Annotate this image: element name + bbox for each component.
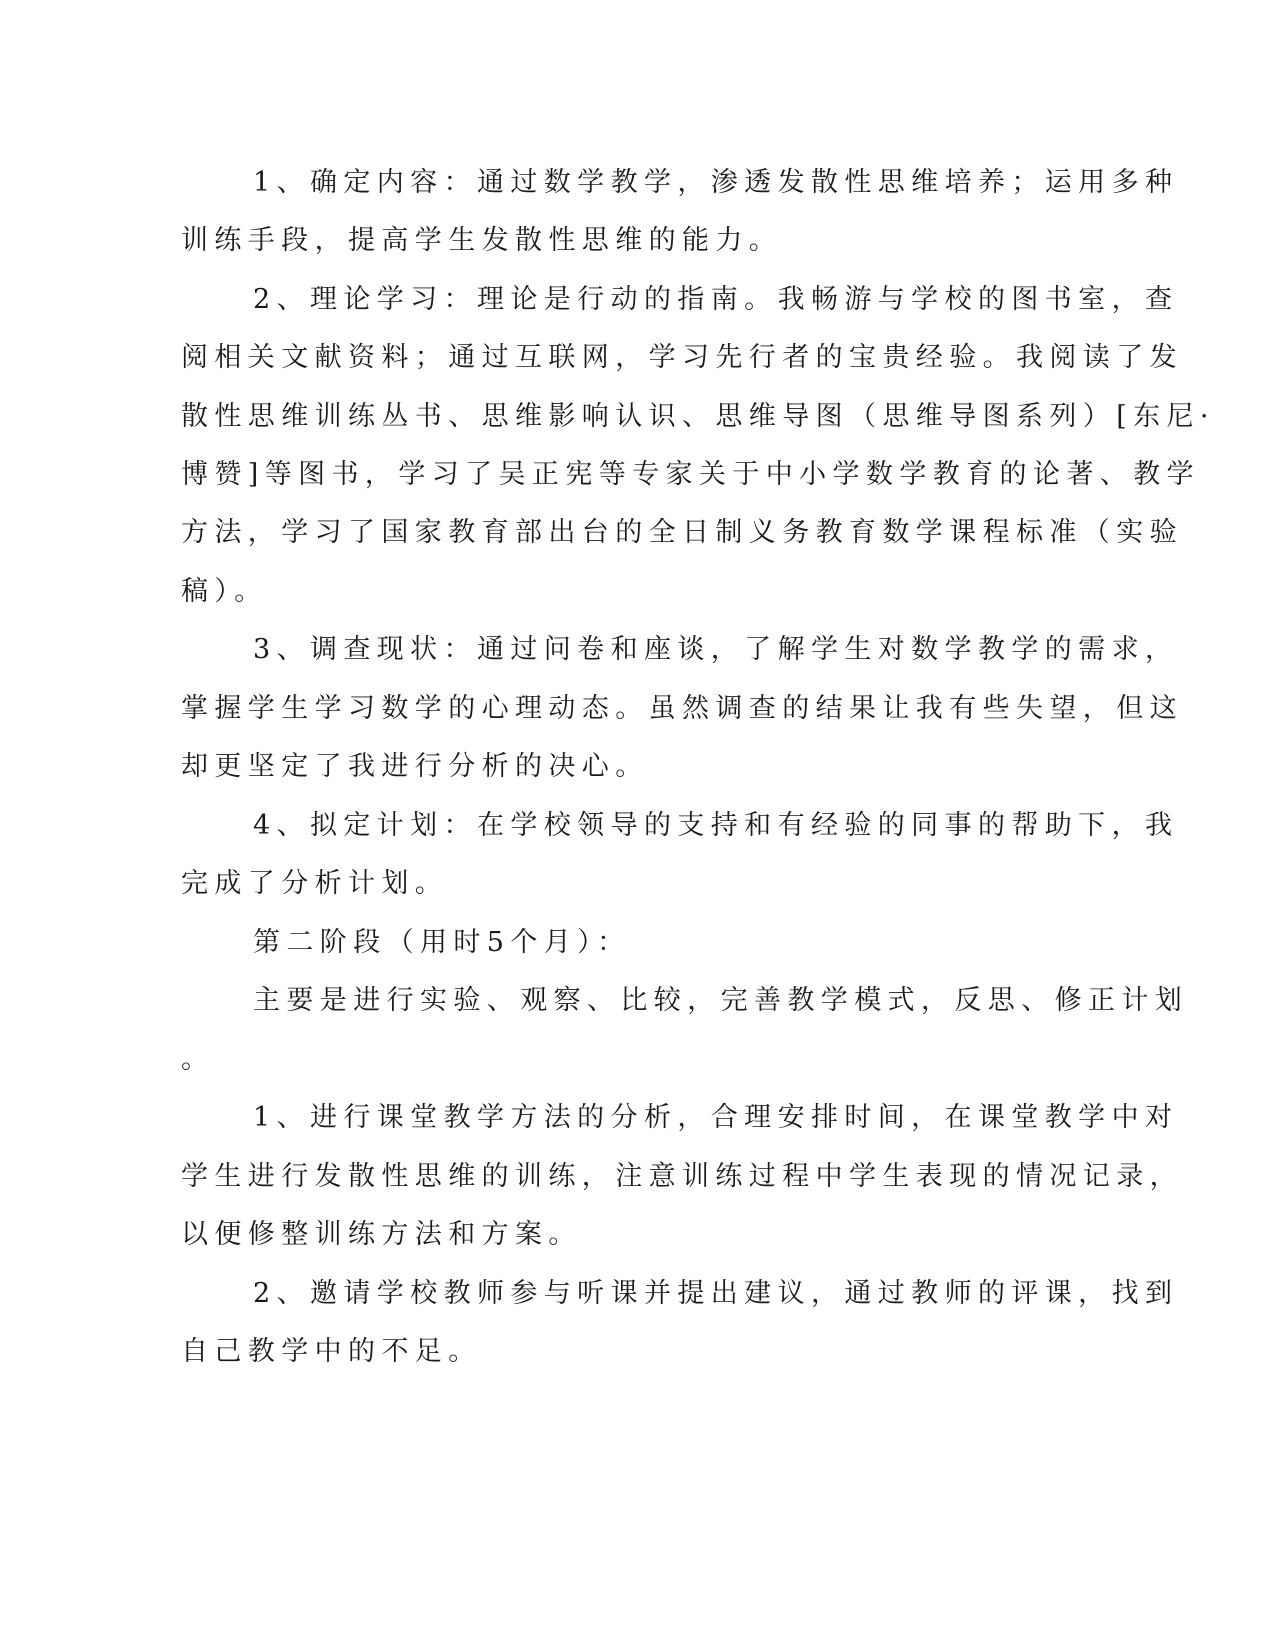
text-line: 训练手段，提高学生发散性思维的能力。 bbox=[181, 225, 783, 256]
text-line: 以便修整训练方法和方案。 bbox=[181, 1219, 582, 1250]
text-line: 4、拟定计划：在学校领导的支持和有经验的同事的帮助下，我 bbox=[253, 810, 1179, 841]
text-line: 博赞]等图书，学习了吴正宪等专家关于中小学数学教育的论著、教学 bbox=[181, 459, 1200, 490]
text-line: 阅相关文献资料；通过互联网，学习先行者的宝贵经验。我阅读了发 bbox=[181, 342, 1183, 373]
text-line: 2、理论学习：理论是行动的指南。我畅游与学校的图书室，查 bbox=[253, 284, 1179, 315]
text-line: 掌握学生学习数学的心理动态。虽然调查的结果让我有些失望，但这 bbox=[181, 693, 1183, 724]
text-line: 。 bbox=[181, 1044, 215, 1075]
text-line: 学生进行发散性思维的训练，注意训练过程中学生表现的情况记录， bbox=[181, 1161, 1183, 1192]
text-line: 却更坚定了我进行分析的决心。 bbox=[181, 751, 649, 782]
text-line: 1、确定内容：通过数学教学，渗透发散性思维培养；运用多种 bbox=[253, 167, 1179, 198]
section-heading: 第二阶段（用时5个月）： bbox=[253, 927, 631, 958]
text-line: 3、调查现状：通过问卷和座谈，了解学生对数学教学的需求， bbox=[253, 634, 1179, 665]
text-line: 2、邀请学校教师参与听课并提出建议，通过教师的评课，找到 bbox=[253, 1278, 1179, 1309]
text-line: 散性思维训练丛书、思维影响认识、思维导图（思维导图系列）[东尼· bbox=[181, 401, 1215, 432]
text-line: 方法，学习了国家教育部出台的全日制义务教育数学课程标准（实验 bbox=[181, 517, 1183, 548]
text-line: 主要是进行实验、观察、比较，完善教学模式，反思、修正计划 bbox=[253, 985, 1189, 1016]
text-line: 完成了分析计划。 bbox=[181, 868, 449, 899]
text-line: 稿）。 bbox=[181, 576, 268, 607]
text-line: 1、进行课堂教学方法的分析，合理安排时间，在课堂教学中对 bbox=[253, 1102, 1179, 1133]
text-line: 自己教学中的不足。 bbox=[181, 1336, 482, 1367]
